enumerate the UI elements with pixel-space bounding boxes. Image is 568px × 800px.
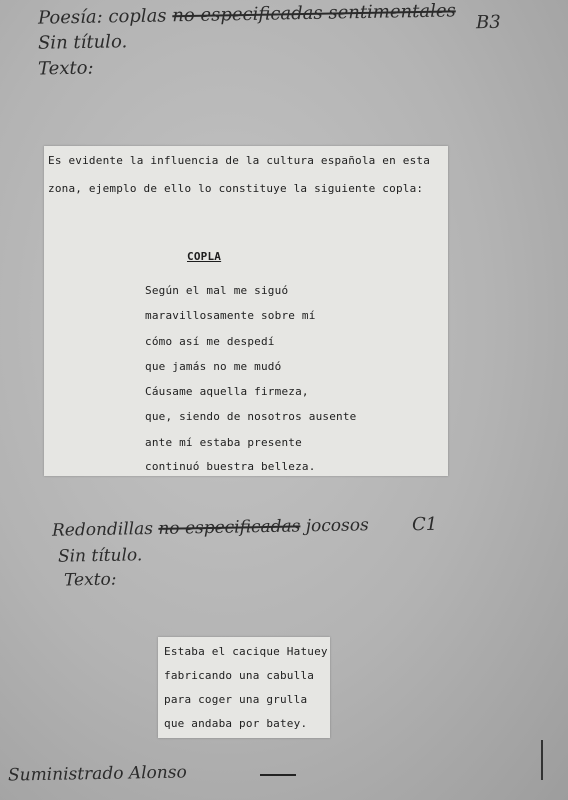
copla-verse-5: Cáusame aquella firmeza, [145,385,309,398]
footer-dash [260,774,296,776]
section-c-code: C1 [411,513,438,536]
redondilla-verse-3: para coger una grulla [164,693,308,706]
copla-verse-1: Según el mal me siguó [145,284,289,297]
section-c-text-note: Texto: [63,569,117,591]
intro-line-1: Es evidente la influencia de la cultura española en esta [48,154,431,167]
section-b-text-note: Texto: [37,57,94,80]
section-b-title-note: Sin título. [37,31,128,54]
section-b-category: Poesía: coplas [37,5,167,29]
section-c-subtype: jocosos [305,515,369,537]
redondilla-verse-1: Estaba el cacique Hatuey [164,645,328,658]
copla-verse-8: continuó buestra belleza. [145,460,316,473]
section-c-title-note: Sin título. [57,545,143,567]
typed-slip-copla [44,146,448,476]
footer-margin-mark [541,740,543,780]
intro-line-2: zona, ejemplo de ello lo constituye la siguiente copla: [48,182,424,195]
section-c-struck-text: no especificadas [158,516,301,539]
section-c-heading [52,515,369,541]
typed-slip-redondilla [158,637,330,738]
copla-verse-2: maravillosamente sobre mí [145,309,316,322]
copla-title: COPLA [187,250,222,263]
copla-verse-7: ante mí estaba presente [145,436,302,449]
copla-verse-4: que jamás no me mudó [145,360,282,373]
redondilla-verse-4: que andaba por batey. [164,717,308,730]
section-c-category: Redondillas [51,519,154,541]
copla-verse-3: cómo así me despedí [145,335,275,348]
redondilla-verse-2: fabricando una cabulla [164,669,315,682]
copla-verse-6: que, siendo de nosotros ausente [145,410,357,423]
section-b-heading [38,0,456,28]
supplier-signature: Suministrado Alonso [7,762,187,786]
section-b-struck-text: no especificadas sentimentales [172,0,456,27]
section-b-code: B3 [475,11,501,34]
